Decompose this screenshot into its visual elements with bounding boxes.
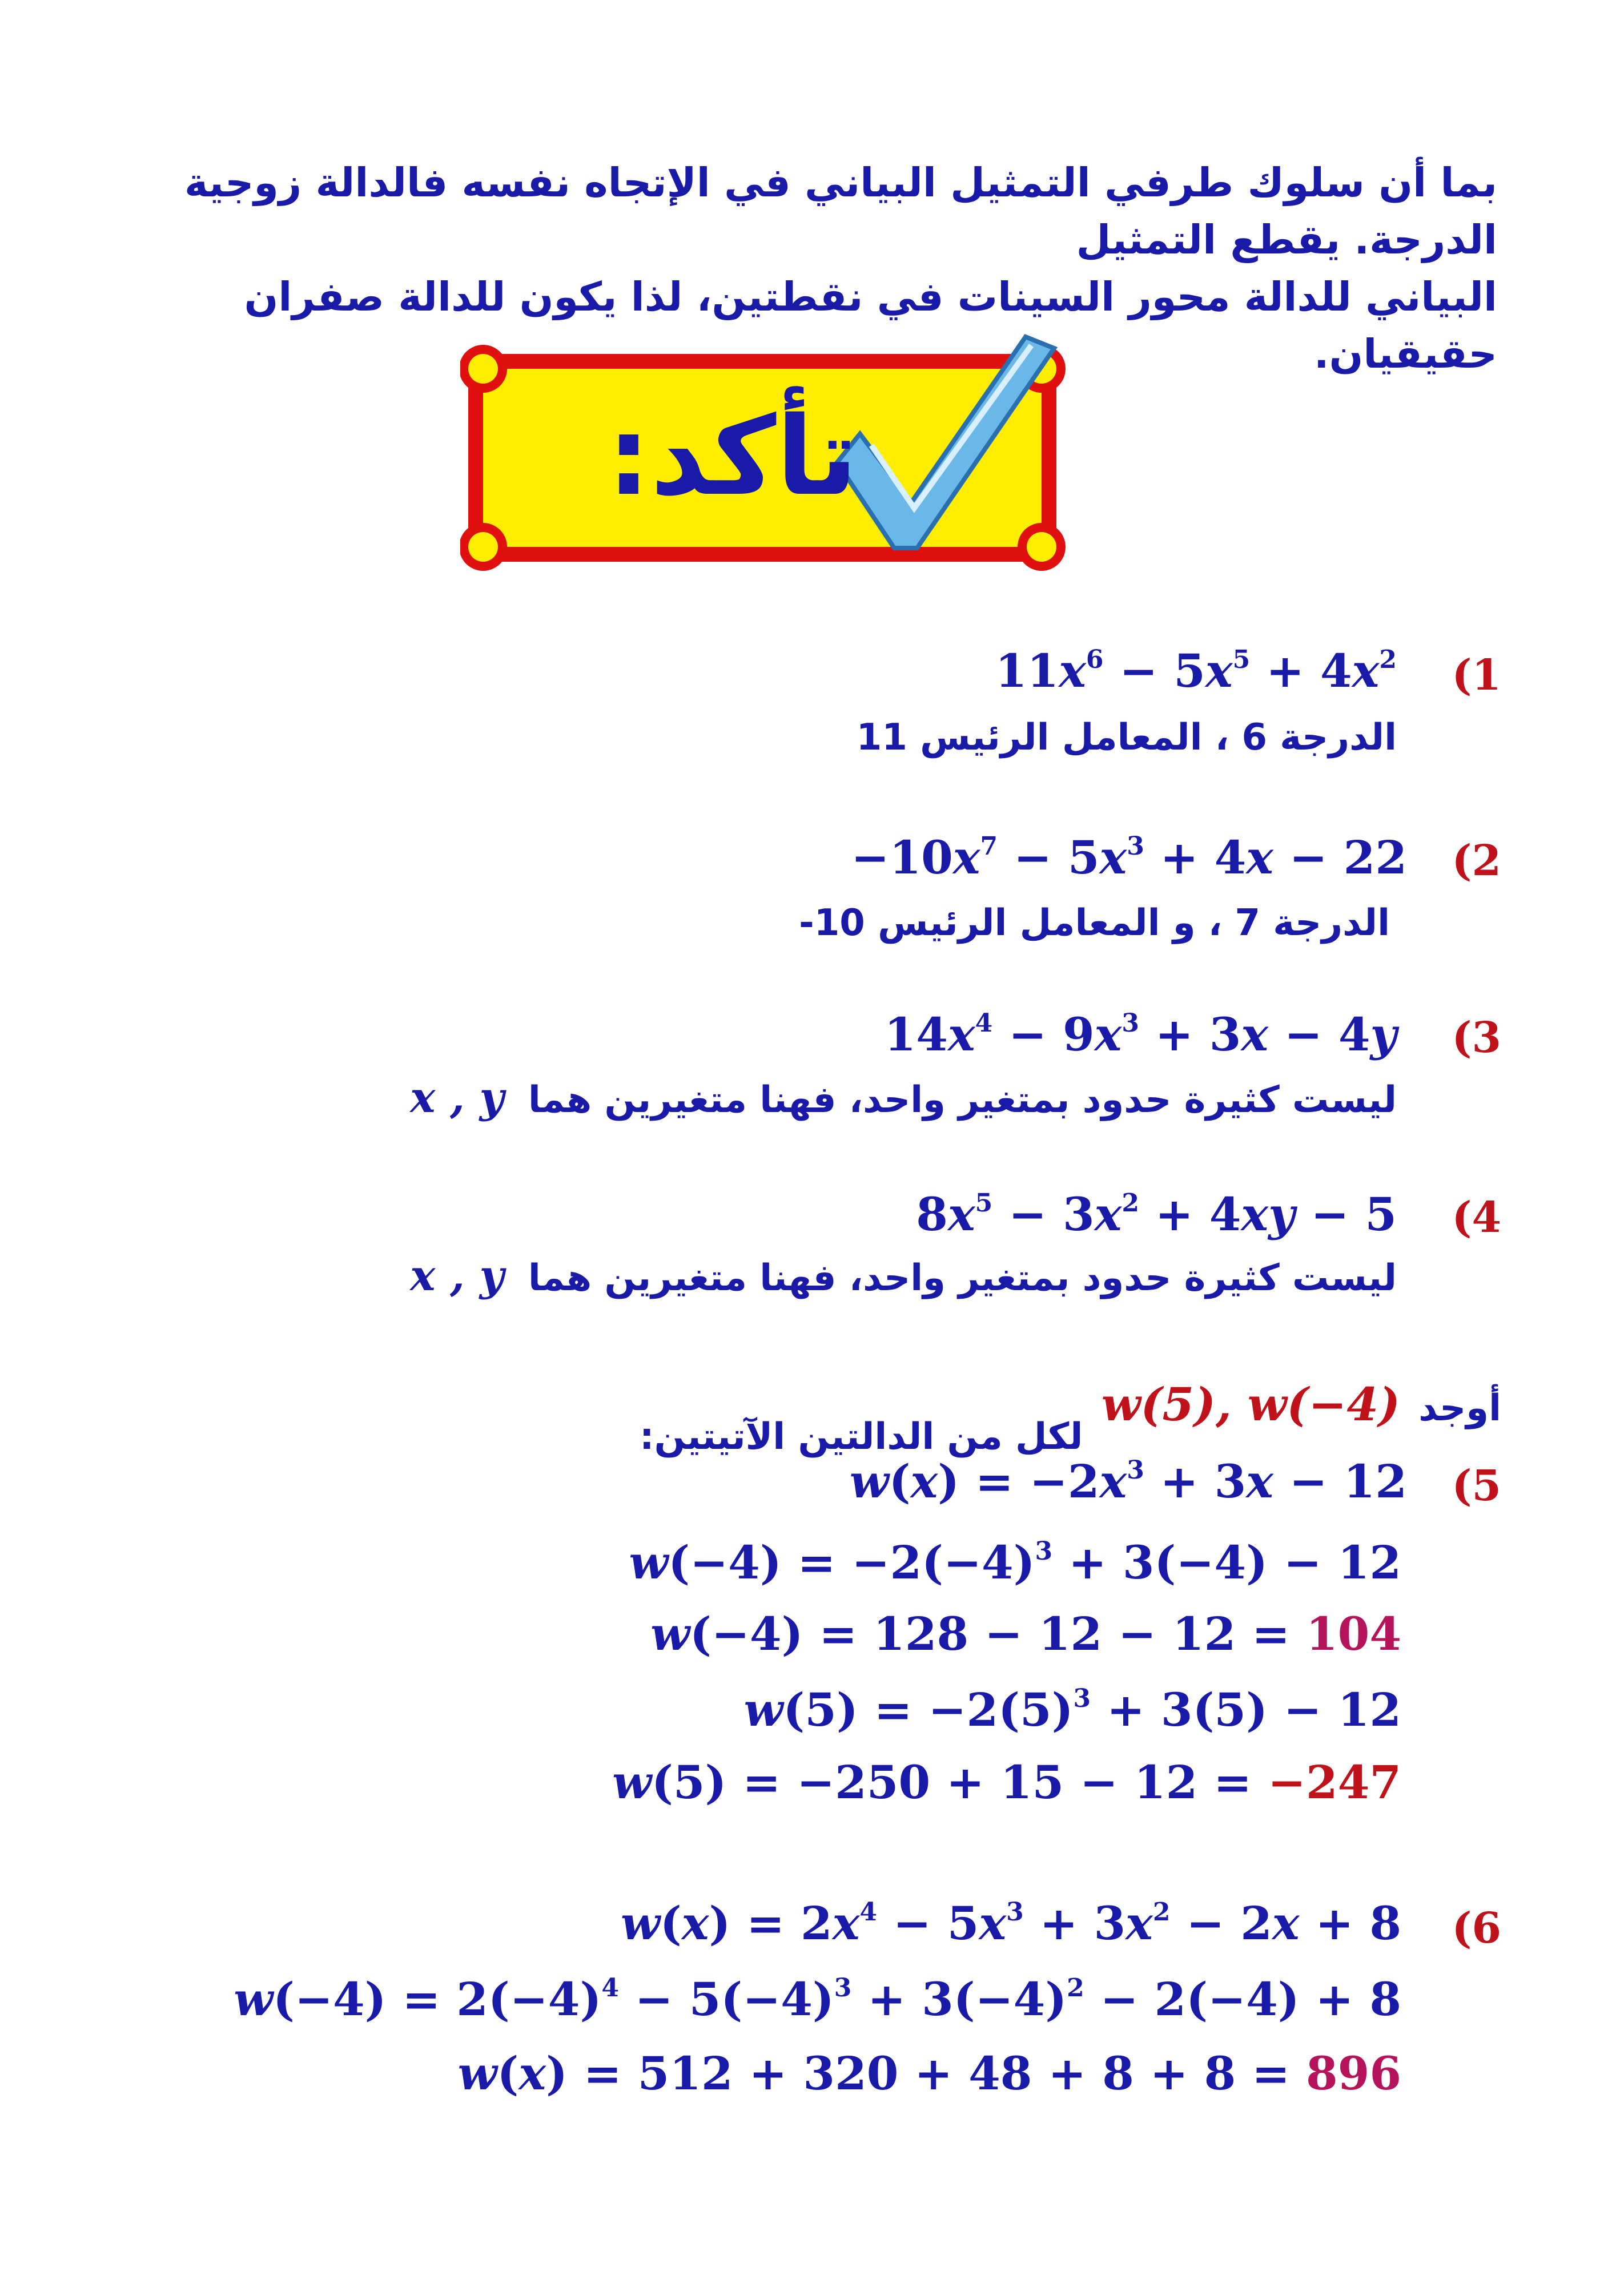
problem-5-step-4: w(5) = −250 + 15 − 12 = −247 xyxy=(612,1755,1401,1809)
problem-3-text: ليست كثيرة حدود بمتغير واحد، فهنا متغيرين هما xyxy=(528,1079,1397,1121)
problem-2-expression: $-10x^7 - 5x^3 + 4x - 22$ xyxy=(851,831,1407,884)
problem-4-text: ليست كثيرة حدود بمتغير واحد، فهنا متغيرين هما xyxy=(528,1257,1397,1299)
intro-line-2: البياني للدالة محور السينات في نقطتين، لذا يكون للدالة صفران حقيقيان. xyxy=(244,273,1497,377)
problem-5-step-2: w(−4) = 128 − 12 − 12 = 104 xyxy=(650,1607,1401,1661)
problem-3-vars: x , y xyxy=(410,1073,504,1122)
problem-6-number: (6 xyxy=(1452,1904,1501,1953)
problem-1-number: (1 xyxy=(1452,651,1501,700)
check-banner xyxy=(460,331,1069,571)
problem-3-note xyxy=(410,1073,1397,1122)
intro-line-1: بما أن سلوك طرفي التمثيل البياني في الإتجاه نفسه فالدالة زوجية الدرجة. يقطع التمثيل xyxy=(184,159,1497,263)
problem-6-function: $w(x) = 2x^4 - 5x^3 + 3x^2 - 2x + 8$ xyxy=(621,1896,1401,1950)
find-instruction xyxy=(640,1376,1501,1458)
problem-2-number: (2 xyxy=(1452,836,1501,885)
banner-title: تأكد: xyxy=(607,393,858,519)
problem-6-step-1: $w(-4) = 2(-4)^4 - 5(-4)^3 + 3(-4)^2 - 2(-4) + 8$ xyxy=(234,1972,1401,2026)
problem-5-result-5: −247 xyxy=(1267,1755,1401,1809)
problem-5-number: (5 xyxy=(1452,1461,1501,1510)
problem-5-step-3: $w(5) = -2(5)^3 + 3(5) - 12$ xyxy=(743,1683,1401,1737)
problem-5-step-1: $w(-4) = -2(-4)^3 + 3(-4) - 12$ xyxy=(629,1536,1401,1589)
problem-5-function: $w(x) = -2x^3 + 3x - 12$ xyxy=(849,1455,1407,1508)
problem-4-expression: $8x^5 - 3x^2 + 4xy - 5$ xyxy=(916,1187,1397,1241)
problem-3-number: (3 xyxy=(1452,1013,1501,1062)
find-prefix: أوجد xyxy=(1418,1387,1501,1429)
problem-3-expression: $14x^4 - 9x^3 + 3x - 4y$ xyxy=(884,1008,1397,1061)
find-expression: w(5), w(−4) xyxy=(1101,1377,1400,1431)
problem-4-vars: x , y xyxy=(410,1251,504,1300)
problem-5-result-neg4: 104 xyxy=(1306,1607,1401,1661)
problem-4-note xyxy=(410,1251,1397,1300)
find-text: لكل من الدالتين الآتيتين: xyxy=(640,1416,1083,1458)
problem-1-expression: $11x^6 - 5x^5 + 4x^2$ xyxy=(995,644,1397,698)
problem-6-step-2: w(x) = 512 + 320 + 48 + 8 + 8 = 896 xyxy=(457,2047,1401,2100)
problem-2-note: الدرجة 7 ، و المعامل الرئيس 10- xyxy=(799,902,1390,944)
problem-4-number: (4 xyxy=(1452,1193,1501,1242)
problem-1-note: الدرجة 6 ، المعامل الرئيس 11 xyxy=(856,716,1397,759)
problem-6-result: 896 xyxy=(1306,2047,1401,2100)
